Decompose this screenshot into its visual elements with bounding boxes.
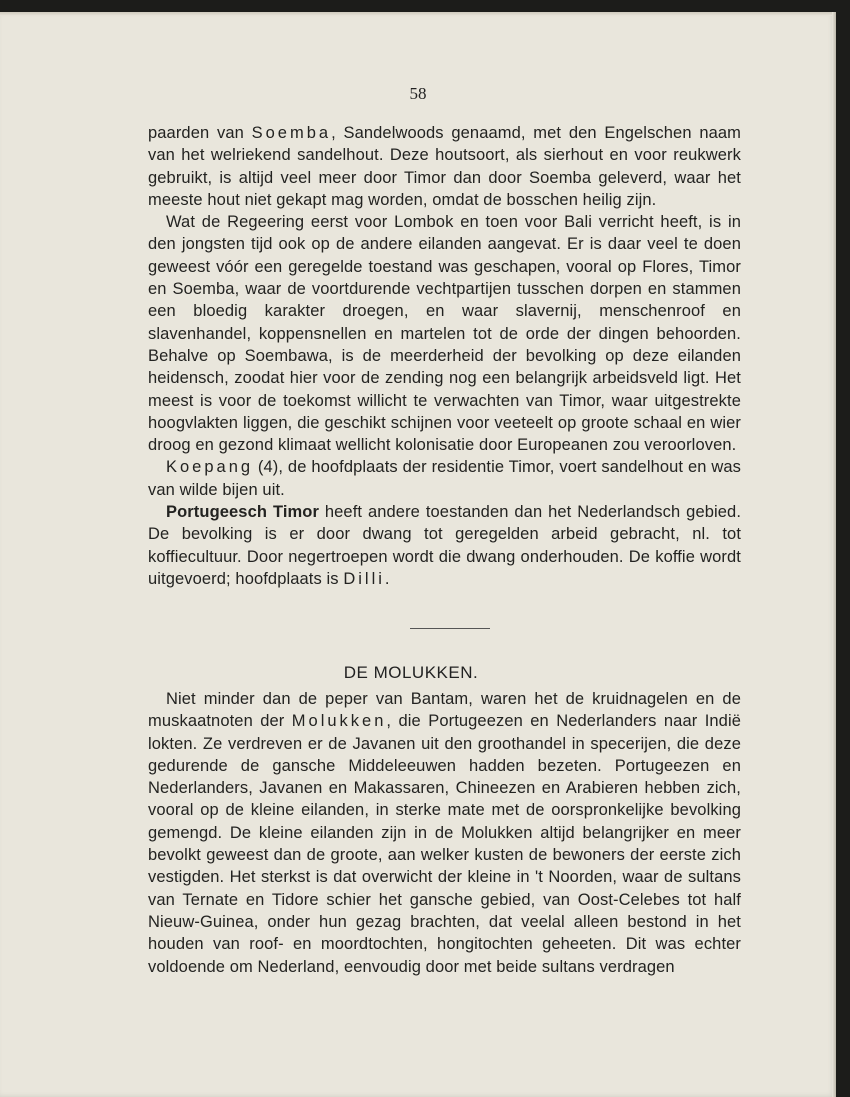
page-number: 58 — [409, 84, 427, 103]
paragraph-molukken — [148, 688, 741, 978]
spaced-name-molukken: Molukken — [291, 712, 387, 731]
bold-term-portugeesch-timor: Portugeesch Timor — [166, 503, 319, 522]
text-run: (4), de hoofdplaats der residentie Timor, voert sandelhout en was van wilde bijen uit. — [148, 458, 741, 499]
book-page — [0, 12, 836, 1097]
text-run: heeft andere toestanden dan het Nederlandsch gebied. De bevolking is er door dwang tot geregelden arbeid gebracht, nl. tot koffiecultuur. Door negertroepen wordt die dwang onderhouden. De koffie wordt uitgevoerd; hoofdplaats is — [148, 503, 742, 588]
spaced-name-soemba: Soemba — [251, 124, 332, 142]
text-run: , Sandelwoods genaamd, met den Engelschen naam van het welriekend sandelhout. Deze houtsoort, als sierhout en voor reukwerk gebruikt, is altijd veel meer door Timor dan door Soemba geleverd, waar het meeste hout niet gekapt mag worden, omdat de bosschen heilig zijn. — [148, 124, 741, 209]
spaced-name-koepang: Koepang — [166, 458, 254, 477]
section-timor-text — [148, 122, 741, 590]
section-divider — [410, 628, 490, 629]
paragraph-soemba — [148, 122, 741, 211]
paragraph-regeering: Wat de Regeering eerst voor Lombok en toen voor Bali verricht heeft, is in den jongsten tijd ook op de andere eilanden aangevat. Er is daar veel te doen geweest vóór een geregelde toestand was geschapen, vooral op Flores, Timor en Soemba, waar de voortdurende vechtpartijen tusschen dorpen en stammen een bloedig karakter droegen, en waar slavernij, menschenroof en slavenhandel, koppensnellen en martelen tot de orde der dingen behoorden. Behalve op Soembawa, is de meerderheid der bevolking op deze eilanden heidensch, zoodat hier voor de zending nog een belangrijk arbeidsveld ligt. Het meest is voor de toekomst willicht te verwachten van Timor, waar uitgestrekte hoogvlakten liggen, die geschikt schijnen voor veeteelt op groote schaal en wier droog en gezond klimaat wellicht kolonisatie door Europeanen zou veroorloven. — [148, 213, 741, 455]
section-heading: DE MOLUKKEN. — [343, 663, 479, 682]
text-run: paarden van — [148, 124, 252, 142]
paragraph-koepang — [148, 456, 741, 501]
text-run: . — [384, 569, 390, 588]
spaced-name-dilli: Dilli — [343, 569, 385, 588]
text-run: , die Portugeezen en Nederlanders naar Indië lokten. Ze verdreven er de Javanen uit den groothandel in specerijen, die deze gedurende de gansche Middeleeuwen hadden bezeten. Portugeezen en Nederlanders, Javanen en Makassaren, Chineezen en Arabieren hebben zich, vooral op de kleine eilanden, in sterke mate met de oorspronkelijke bevolking gemengd. De kleine eilanden zijn in de Molukken altijd belangrijker en meer bevolkt geweest dan de groote, aan welker kusten de bewoners der eerste zich vestigden. Het sterkst is dat overwicht der kleine in 't Noorden, waar de sultans van Ternate en Tidore schier het gansche gebied, van Oost-Celebes tot half Nieuw-Guinea, onder hun gezag brachten, dat veelal alleen bestond in het houden van roof- en moordtochten, hongitochten geheeten. Dit was echter voldoende om Nederland, eenvoudig door met beide sultans verdragen — [148, 712, 741, 976]
page-top-edge — [0, 12, 836, 16]
section-molukken-text — [148, 688, 741, 978]
text-run: Niet minder dan de peper van Bantam, waren het de kruidnagelen en de muskaatnoten der — [148, 690, 741, 731]
paragraph-portugeesch-timor — [148, 501, 741, 590]
page-right-edge — [832, 12, 836, 1097]
